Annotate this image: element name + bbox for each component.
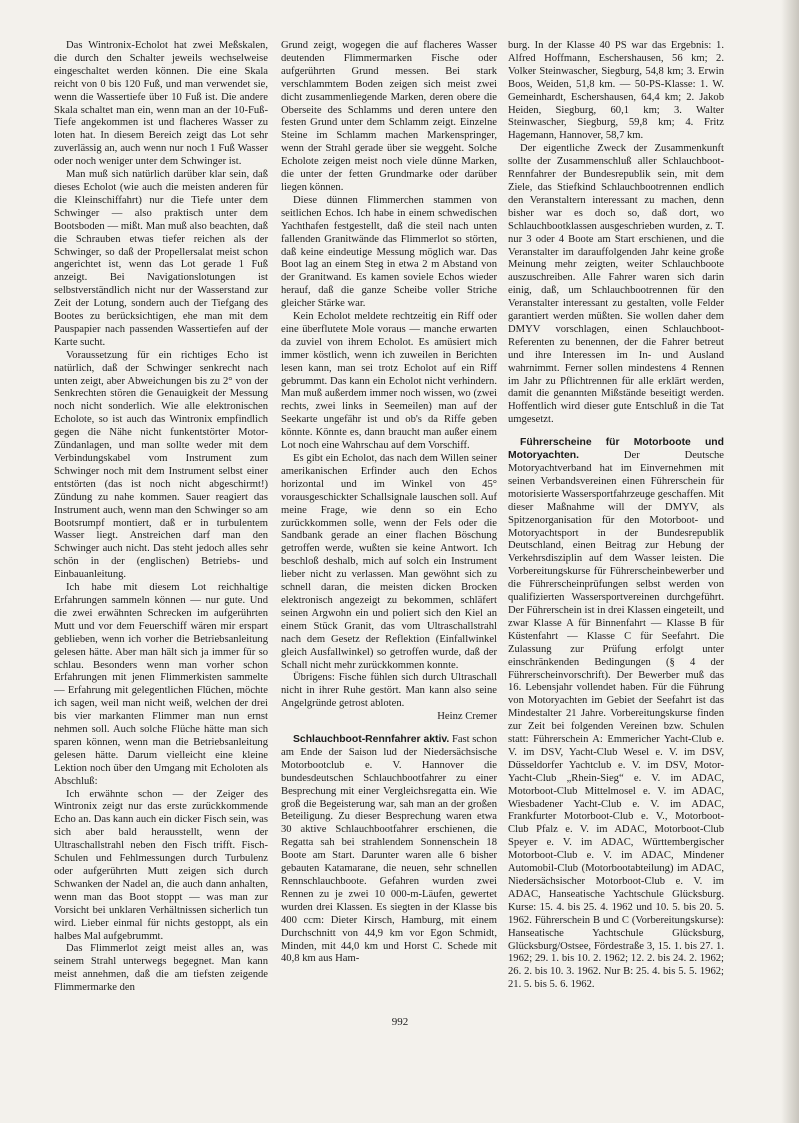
paragraph: burg. In der Klasse 40 PS war das Ergebnis: 1. Alfred Hoffmann, Eschershausen, 56 km; 2. Volker Steinwascher, Siegburg, 54,8 km; 3. Erwin Boos, Weiden, 51,8 km. — 50-PS-Klasse: 1. W. Gemeinhardt, Eschershausen, 64,4 km; 2. Jakob Heiden, Siegburg, 60,1 km; 3. Walter Steinwascher, Siegburg, 59,8 km; 4. Fritz Hagemann, Hannover, 58,7 km.: [508, 40, 724, 142]
paragraph: Ich erwähnte schon — der Zeiger des Wintronix zeigt nur das erste zurückkommende Echo an. Das kann auch ein dicker Fisch sein, was sich aber bald herausstellt, wenn der Ultraschallstrahl neben den Fisch trifft. Fisch-Schulen und Fehlmessungen durch Turbulenz oder aufgerührten Mutt zeigen sich durch Schwanken der Nadel an, die auch dann anhalten, wenn man das Boot stoppt — was man zur Vorsicht bei unklaren Verhältnissen sicherlich tun wird. Lieber einmal für nichts gestoppt, als ein halbes Mal aufgebrummt.: [54, 788, 268, 942]
article-heading: Schlauchboot-Rennfahrer aktiv.: [293, 734, 450, 746]
paragraph: Übrigens: Fische fühlen sich durch Ultraschall nicht in ihrer Ruhe gestört. Man kann also seine Angelgründe getrost abloten.: [281, 672, 497, 710]
paragraph: Diese dünnen Flimmerchen stammen von seitlichen Echos. Ich habe in einem schwedischen Yachthafen festgestellt, daß die steil nach unten fallenden Granitwände das Flimmerlot so störten, daß keine eindeutige Messung möglich war. Das Boot lag an einem Steg in etwa 2 m Abstand von der Granitwand. Es kamen soviele Echos wieder herauf, daß die ganze Scheibe voller Striche gleicher Stärke war.: [281, 194, 497, 310]
page-edge-shadow: [781, 0, 799, 1123]
paragraph: Es gibt ein Echolot, das nach dem Willen seiner amerikanischen Erfinder auch den Echos horizontal und im Winkel von 45° vorausgeschickter Schallsignale lauschen soll. Auf meine Frage, wie denn so ein Echo zurückkommen solle, wenn der Fels oder die Sandbank gerade an einer flachen Böschung getroffen werde, wußten sie keine Antwort. Ich beschloß deshalb, mich auf solch ein Instrument lieber nicht zu verlassen. Man gewöhnt sich zu schnell daran, die meisten dicken Brocken elektronisch angezeigt zu bekommen, schläfert seinen Argwohn ein und poliert sich den Kiel an einem Stück Granit, das vom Ultraschallstrahl nach dem Gesetz der Reflektion (Einfallwinkel gleich Ausfallwinkel) so getroffen wurde, daß der Schall nicht mehr zurückkommen konnte.: [281, 453, 497, 671]
paragraph: Kein Echolot meldete rechtzeitig ein Riff oder eine überflutete Mole voraus — manche erwarten da zuviel von ihrem Echolot. Es amüsiert mich immer köstlich, wenn ich zuweilen in Berichten lesen kann, man sei trotz Echolot auf ein Riff gebrummt. Das kann ein Echolot nicht verhindern. Man muß außerdem immer noch wissen, wo (zwei rechts, zwei links in Seemeilen) man auf der Seekarte ungefähr ist und ob's da Riffe geben könnte. Könnte es, dann braucht man außer einem Lot noch eine Wahrschau auf dem Vorschiff.: [281, 311, 497, 452]
paragraph: Das Wintronix-Echolot hat zwei Meßskalen, die durch den Schalter jeweils wechselweise eingeschaltet werden können. Die eine Skala reicht von 0 bis 120 Fuß, und man verwendet sie, wenn die Wassertiefe über 10 Fuß ist. Die andere Skala schaltet man ein, wenn man an der 10-Fuß-Tiefe angekommen ist und flacheres Wasser zu loten hat. In diesem Bereich zeigt das Lot sehr zuverlässig an, auch wenn nur noch 1 Fuß Wasser oder noch weniger unter dem Schwinger ist.: [54, 40, 268, 168]
paragraph: Der eigentliche Zweck der Zusammenkunft sollte der Zusammenschluß aller Schlauchboot-Rennfahrer der Bundesrepublik sein, mit dem Ziele, das Stiefkind Schlauchbootrennen endlich den Veranstaltern interessant zu machen, denn bisher war es doch so, daß dort, wo Schlauchbootklassen ausgeschrieben wurden, z. T. nur 3 oder 4 Boote am Start erschienen, und die Veranstalter im darauffolgenden Jahr keine große Meinung mehr zeigten, weiter Schlauchboote auszuschreiben. Alle Fahrer waren sich darin einig, daß, um Schlauchbootrennen für den Veranstalter interessant zu gestalten, volle Felder garantiert werden müßten. Sie wollen daher dem DMYV vorschlagen, einen Schlauchboot-Referenten zu benennen, der die Fahrer betreut und ihre Interessen im In- und Ausland wahrnimmt. Ferner sollen mindestens 4 Rennen im Jahr zu Pflichtrennen für alle erklärt werden, damit die genannten Mißstände beseitigt werden. Hoffentlich wird dieser gute Entschluß in die Tat umgesetzt.: [508, 143, 724, 426]
column-left: [54, 40, 268, 995]
paragraph: Das Flimmerlot zeigt meist alles an, was seinem Strahl unterwegs begegnet. Man kann meist annehmen, daß die am tiefsten zeigende Flimmermarke den: [54, 943, 268, 994]
column-right: [508, 40, 724, 992]
paragraph: Man muß sich natürlich darüber klar sein, daß dieses Echolot (wie auch die meisten anderen für die Kleinschiffahrt) nur die Tiefe unter dem Schwinger — also praktisch unter dem Bootsboden — mißt. Man muß also beachten, daß die Schrauben etwas tiefer reichen als der Schwinger, so daß der Propellersalat meist schon angerichtet ist, wenn das Lot gerade 1 Fuß anzeigt. Bei Navigationslotungen ist selbstverständlich nicht nur der Wasserstand zur Zeit der Lotung, sondern auch der Tiefgang des Bootes zu berücksichtigen, ehe man mit dem Pauspapier nach passenden Wassertiefen auf der Karte sucht.: [54, 169, 268, 348]
paragraph: Grund zeigt, wogegen die auf flacheres Wasser deutenden Flimmermarken Fische oder aufgerührten Grund messen. Bei stark verschlammtem Boden zeigen sich meist zwei dicht zusammenliegende Marken, deren obere die Oberseite des Schlamms und deren untere den festen Grund unter dem Schlamm zeigt. Einzelne Steine im Schlamm machen Markenspringer, wenn der Strahl gerade über sie weggeht. Solche Echolote zeigen meist noch viele dünne Marken, die unter der fetten Grundmarke oder darüber liegen können.: [281, 40, 497, 193]
paragraph: Ich habe mit diesem Lot reichhaltige Erfahrungen sammeln können — nur gute. Und die zwei erwähnten Schrecken im aufgerührten Mutt und vor dem Feuerschiff wären mir erspart geblieben, wenn ich vorher die Betriebsanleitung gelesen hätte. Aber man hält sich ja immer für so schlau. Besonders wenn man vorher schon Erfahrungen mit jenen Flimmerkisten sammelte — Erfahrung mit gelegentlichen Flüchen, möchte ich sagen, weil man nicht weiß, welchen der drei bis vier markanten Flimmer man nun ernst nehmen soll. Auch solche Flüche hätte man sich sparen können, wenn man die Betriebsanleitung gelesen hätte. Darum vielleicht eine kleine Lektion noch über den Umgang mit Echoloten als Abschluß:: [54, 582, 268, 787]
article-text: Der Deutsche Motoryachtverband hat im Einvernehmen mit seinen Verbandsvereinen einen Führerschein für motorisierte Wassersportfahrzeuge geschaffen. Mit dieser Maßnahme will der DMYV, als Spitzenorganisation für den Motorboot- und Motoryachtsport in der Bundesrepublik Deutschland, einen Beitrag zur Hebung der Verkehrsdisziplin auf dem Wasser leisten. Die Vorbereitungskurse für Führerscheinbewerber und die Führerscheinprüfungen selbst werden von qualifizierten Wassersportvereinen durchgeführt. Der Führerschein ist in drei Klassen eingeteilt, und zwar Klasse A für Binnenfahrt — Klasse B für Küstenfahrt — Klasse C für Seefahrt. Die Zulassung zur Prüfung erfolgt unter einschränkenden Bedingungen (§ 4 der Führerscheinvorschrift). Der Bewerber muß das 16. Lebensjahr vollendet haben. Für die Führung von Motoryachten im Gebiet der Seefahrt ist das Mindestalter 21 Jahre. Vorbereitungskurse finden zur Zeit bei folgenden Vereinen bzw. Schulen statt: Führerschein A: Emmericher Yacht-Club e. V. im DSV, Yacht-Club Wesel e. V. im DSV, Düsseldorfer Yachtclub e. V. im DSV, Motor-Yacht-Club „Rhein-Sieg“ e. V. im ADAC, Motorboot-Club Mittelmosel e. V. im ADAC, Wiesbadener Yacht-Club e. V. im ADAC, Frankfurter Motorboot-Club e. V., Motorboot-Club Pfalz e. V. im ADAC, Motorboot-Club Speyer e. V. im ADAC, Württembergischer Motorboot-Club e. V. im ADAC, Mindener Automobil-Club (Motorbootabteilung) im ADAC, Niedersächsischer Motorboot-Club e. V. im ADAC, Hanseatische Yachtschule Glücksburg. Kurse: 15. 4. bis 25. 4. 1962 und 10. 5. bis 20. 5. 1962. Führerschein B und C (Vorbereitungskurse): Hanseatische Yachtschule Glücksburg, Glücksburg/Ostsee, Fördestraße 3, 15. 1. bis 27. 1. 1962; 29. 1. bis 10. 2. 1962; 12. 2. bis 24. 2. 1962; 26. 2. bis 10. 3. 1962. Nur B: 25. 4. bis 5. 5. 1962; 21. 5. bis 5. 6. 1962.: [508, 450, 724, 991]
column-middle: [281, 40, 497, 966]
paragraph: Voraussetzung für ein richtiges Echo ist natürlich, daß der Schwinger senkrecht nach unten zeigt, aber Abweichungen bis zu 2° von der Senkrechten stören die Genauigkeit der Messung noch nicht sonderlich. Wie alle elektronischen Echolote, so ist auch das Wintronix empfindlich gegen die Nähe nicht funkentstörter Motor-Zündanlagen, und man sollte weder mit dem Verbindungskabel vom Instrument zum Schwinger noch mit dem Instrument selbst einer entstörten (das ist noch nicht abgeschirmt!) Zündung zu nahe kommen. Sauer reagiert das Instrument auch, wenn man den Schwinger so am Bootsrumpf montiert, daß er in turbulentem Wasser liegt. Anstreichen darf man den Schwinger auch nicht. Das steht jedoch alles sehr schön in der (englischen) Betriebs- und Einbauanleitung.: [54, 349, 268, 581]
article-fuehrerscheine: [508, 437, 724, 992]
author-signature: Heinz Cremer: [437, 711, 497, 723]
article-schlauchboot: [281, 734, 497, 966]
article-text: Fast schon am Ende der Saison lud der Niedersächsische Motorbootclub e. V. Hannover die bundesdeutschen Schlauchbootfahrer zu einer Besprechung mit einer Vergleichsregatta ein. Wie groß die Begeisterung war, sah man an der großen Beteiligung. Zu dieser Besprechung waren etwa 30 aktive Schlauchbootfahrer erschienen, die Regatta sah bei strahlendem Sonnenschein 18 Boote am Start. Darunter waren alle 6 bisher gebauten Katamarane, die neuen, sehr schnellen Rennschlauchboote. Gefahren wurden zwei Rennen zu je zwei 10 000-m-Läufen, gewertet wurden drei Klassen. Es siegten in der Klasse bis 400 ccm: Dieter Kirsch, Hamburg, mit einem Durchschnitt von 44,9 km vor Egon Schmidt, Minden, mit 44,0 km und Horst C. Schede mit 40,8 km aus Ham-: [281, 734, 497, 965]
page-number: 992: [391, 1016, 409, 1028]
article-heading: Führerscheine für Motorboote und Motoryachten.: [508, 437, 724, 462]
